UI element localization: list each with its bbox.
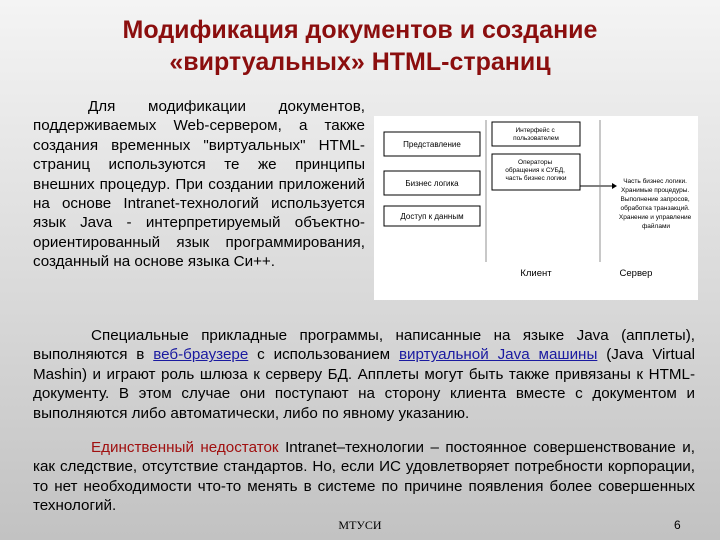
server-description: Часть бизнес логики. Хранимые процедуры. Выполнение запросов, обработка транзакций. Хранение и управление файлами <box>618 178 692 230</box>
drawback-highlight: Единственный недостаток <box>91 439 279 456</box>
applets-text-2: с использованием <box>248 346 399 364</box>
drawback-text: Intranet–технологии – постоянное совершенствование и, как следствие, отсутствие стандартов. Но, если ИС удовлетворяет потребности корпорации, то нет необходимости что-то менять в системе по причине появления более совершенных технологий. <box>33 439 696 515</box>
applets-text-3: (Java Virtual Mashin) и играют роль шлюза к серверу БД. Апплеты могут быть также привязаны к HTML-документу. В этом случае они поступают на сторону клиента вместе с документом и выполняются либо автоматически, либо по явному указанию. <box>33 346 695 422</box>
title-line-2: «виртуальных» HTML-страниц <box>169 48 551 76</box>
presentation-label: Представление <box>403 140 461 149</box>
client-interface-label: Интерфейс с пользователем <box>513 127 559 142</box>
paragraph-drawback <box>33 438 695 516</box>
client-server-diagram <box>374 116 698 300</box>
server-label: Сервер <box>619 268 653 279</box>
applets-text-1: Специальные прикладные программы, написанные на языке Java (апплеты), выполняются в <box>33 327 695 364</box>
title-line-1: Модификация документов и создание <box>122 16 598 44</box>
paragraph-modification: Для модификации документов, поддерживаемых Web-сервером, а также создания временных "виртуальных" HTML-страниц используются те же принципы внешних процедур. При создании приложений на основе Intranet-технологий используется язык Java - интерпретируемый объектно-ориентированный язык программирования, созданный на основе языка Си++. <box>33 98 365 271</box>
arrow-head-icon <box>612 183 617 189</box>
footer-org: МТУСИ <box>338 518 382 532</box>
client-interface-box <box>492 122 580 146</box>
web-browser-link[interactable]: веб-браузере <box>153 346 249 364</box>
client-label: Клиент <box>520 268 552 279</box>
slide-title <box>40 14 680 78</box>
paragraph-applets <box>33 326 695 423</box>
data-access-label: Доступ к данным <box>400 212 464 221</box>
page-number: 6 <box>674 518 681 532</box>
business-logic-label: Бизнес логика <box>405 179 459 188</box>
client-operators-label: Операторы обращения к СУБД, часть бизнес логики <box>505 159 567 182</box>
java-virtual-machine-link[interactable]: виртуальной Java машины <box>398 346 598 364</box>
